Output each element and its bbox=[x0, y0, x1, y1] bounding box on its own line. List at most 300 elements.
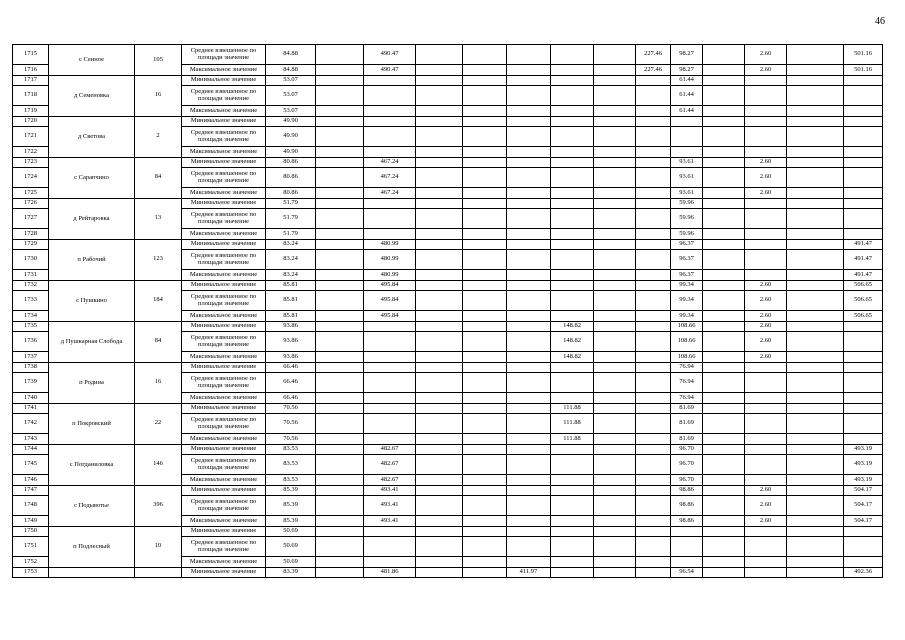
value-cell: 504.17 bbox=[844, 516, 883, 527]
value-cell bbox=[745, 373, 787, 393]
value-cell bbox=[463, 362, 507, 373]
value-cell bbox=[636, 106, 671, 117]
value-cell: 61.44 bbox=[671, 75, 703, 86]
value-cell bbox=[463, 475, 507, 486]
value-cell: 83.24 bbox=[266, 250, 316, 270]
value-cell: 96.70 bbox=[671, 444, 703, 455]
value-cell bbox=[703, 403, 745, 414]
value-cell bbox=[364, 86, 416, 106]
value-cell bbox=[463, 414, 507, 434]
value-cell bbox=[416, 434, 463, 445]
value-cell bbox=[416, 373, 463, 393]
value-cell bbox=[416, 65, 463, 76]
settlement-name: д Пушкарная Слобода bbox=[49, 321, 135, 362]
table-row bbox=[13, 45, 883, 65]
value-cell bbox=[316, 332, 364, 352]
settlement-count: 84 bbox=[135, 321, 182, 362]
value-cell bbox=[507, 157, 551, 168]
value-cell bbox=[636, 567, 671, 578]
value-kind: Среднее взвешенное по площади значение bbox=[182, 537, 266, 557]
value-cell bbox=[844, 229, 883, 240]
value-cell bbox=[507, 352, 551, 363]
value-cell bbox=[507, 45, 551, 65]
value-kind: Минимальное значение bbox=[182, 198, 266, 209]
value-cell: 96.70 bbox=[671, 475, 703, 486]
row-number: 1720 bbox=[13, 116, 49, 127]
value-cell bbox=[745, 270, 787, 281]
value-cell: 98.86 bbox=[671, 485, 703, 496]
value-cell bbox=[316, 414, 364, 434]
value-cell: 2.60 bbox=[745, 311, 787, 322]
value-cell: 70.56 bbox=[266, 403, 316, 414]
value-cell bbox=[316, 229, 364, 240]
value-cell: 81.69 bbox=[671, 434, 703, 445]
row-number: 1727 bbox=[13, 209, 49, 229]
value-cell bbox=[416, 516, 463, 527]
row-number: 1715 bbox=[13, 45, 49, 65]
value-cell bbox=[507, 403, 551, 414]
value-cell bbox=[507, 270, 551, 281]
value-cell bbox=[844, 362, 883, 373]
value-cell bbox=[463, 239, 507, 250]
value-cell bbox=[787, 567, 844, 578]
value-cell bbox=[844, 393, 883, 404]
value-cell bbox=[551, 168, 594, 188]
value-cell: 227.46 bbox=[636, 45, 671, 65]
value-cell bbox=[316, 393, 364, 404]
value-cell bbox=[787, 116, 844, 127]
value-cell bbox=[416, 106, 463, 117]
value-cell bbox=[594, 198, 636, 209]
value-cell bbox=[463, 455, 507, 475]
value-kind: Минимальное значение bbox=[182, 157, 266, 168]
settlement-name: с Подывотье bbox=[49, 485, 135, 526]
value-cell bbox=[507, 455, 551, 475]
value-cell: 85.81 bbox=[266, 280, 316, 291]
value-cell: 85.39 bbox=[266, 485, 316, 496]
settlement-name: п Рабочий bbox=[49, 239, 135, 280]
value-cell: 70.56 bbox=[266, 434, 316, 445]
value-cell bbox=[844, 352, 883, 363]
row-number: 1749 bbox=[13, 516, 49, 527]
value-cell bbox=[636, 311, 671, 322]
value-cell bbox=[316, 280, 364, 291]
value-cell: 83.53 bbox=[266, 455, 316, 475]
value-cell bbox=[787, 444, 844, 455]
value-cell bbox=[844, 373, 883, 393]
value-cell bbox=[787, 168, 844, 188]
value-cell bbox=[316, 444, 364, 455]
value-cell bbox=[594, 403, 636, 414]
value-cell bbox=[594, 537, 636, 557]
value-cell bbox=[594, 362, 636, 373]
value-cell: 2.60 bbox=[745, 485, 787, 496]
value-cell: 83.39 bbox=[266, 567, 316, 578]
value-cell bbox=[703, 229, 745, 240]
value-cell bbox=[316, 475, 364, 486]
value-cell bbox=[636, 239, 671, 250]
value-cell bbox=[703, 188, 745, 199]
settlement-count: 184 bbox=[135, 280, 182, 321]
value-cell: 93.61 bbox=[671, 188, 703, 199]
value-cell bbox=[745, 475, 787, 486]
value-cell bbox=[551, 557, 594, 568]
value-cell bbox=[787, 45, 844, 65]
row-number: 1719 bbox=[13, 106, 49, 117]
value-cell bbox=[551, 106, 594, 117]
settlement-name bbox=[49, 567, 135, 578]
value-kind: Минимальное значение bbox=[182, 444, 266, 455]
value-kind: Среднее взвешенное по площади значение bbox=[182, 496, 266, 516]
value-cell bbox=[787, 75, 844, 86]
value-cell: 2.60 bbox=[745, 332, 787, 352]
value-cell bbox=[416, 496, 463, 516]
value-cell: 492.36 bbox=[844, 567, 883, 578]
value-cell bbox=[416, 393, 463, 404]
row-number: 1743 bbox=[13, 434, 49, 445]
value-cell: 96.37 bbox=[671, 270, 703, 281]
value-cell: 493.19 bbox=[844, 444, 883, 455]
value-cell bbox=[636, 209, 671, 229]
value-kind: Максимальное значение bbox=[182, 516, 266, 527]
value-cell: 83.24 bbox=[266, 270, 316, 281]
value-cell bbox=[507, 168, 551, 188]
value-cell bbox=[636, 475, 671, 486]
value-cell: 93.86 bbox=[266, 332, 316, 352]
value-cell bbox=[844, 321, 883, 332]
value-cell bbox=[594, 209, 636, 229]
value-cell bbox=[416, 475, 463, 486]
value-cell: 76.94 bbox=[671, 373, 703, 393]
value-cell bbox=[745, 198, 787, 209]
value-kind: Максимальное значение bbox=[182, 475, 266, 486]
value-cell bbox=[636, 127, 671, 147]
value-cell bbox=[745, 393, 787, 404]
value-kind: Минимальное значение bbox=[182, 567, 266, 578]
value-cell bbox=[594, 86, 636, 106]
value-cell bbox=[463, 373, 507, 393]
value-kind: Среднее взвешенное по площади значение bbox=[182, 414, 266, 434]
value-cell: 81.69 bbox=[671, 414, 703, 434]
value-cell bbox=[703, 455, 745, 475]
value-cell bbox=[316, 373, 364, 393]
value-cell bbox=[594, 485, 636, 496]
value-cell bbox=[671, 147, 703, 158]
value-cell: 53.07 bbox=[266, 86, 316, 106]
value-cell: 148.82 bbox=[551, 321, 594, 332]
value-cell bbox=[551, 475, 594, 486]
settlement-name: п Родина bbox=[49, 362, 135, 403]
value-cell: 495.84 bbox=[364, 311, 416, 322]
value-cell bbox=[316, 250, 364, 270]
value-cell bbox=[463, 209, 507, 229]
settlement-name: п Подлесный bbox=[49, 526, 135, 567]
value-cell bbox=[507, 373, 551, 393]
value-cell: 2.60 bbox=[745, 65, 787, 76]
value-cell: 99.34 bbox=[671, 311, 703, 322]
value-cell bbox=[551, 157, 594, 168]
value-cell bbox=[636, 403, 671, 414]
value-cell bbox=[316, 537, 364, 557]
value-cell: 111.88 bbox=[551, 414, 594, 434]
value-cell: 2.60 bbox=[745, 45, 787, 65]
value-kind: Максимальное значение bbox=[182, 270, 266, 281]
value-cell bbox=[703, 86, 745, 106]
value-cell bbox=[787, 291, 844, 311]
value-cell: 108.66 bbox=[671, 352, 703, 363]
value-cell bbox=[507, 526, 551, 537]
value-cell bbox=[463, 157, 507, 168]
settlement-count: 2 bbox=[135, 116, 182, 157]
value-cell bbox=[636, 434, 671, 445]
value-cell: 50.69 bbox=[266, 557, 316, 568]
value-cell bbox=[594, 116, 636, 127]
value-cell bbox=[551, 229, 594, 240]
row-number: 1742 bbox=[13, 414, 49, 434]
value-kind: Среднее взвешенное по площади значение bbox=[182, 168, 266, 188]
value-cell: 504.17 bbox=[844, 485, 883, 496]
value-cell bbox=[594, 65, 636, 76]
value-cell bbox=[703, 321, 745, 332]
value-cell bbox=[416, 332, 463, 352]
value-cell bbox=[463, 537, 507, 557]
value-cell bbox=[551, 86, 594, 106]
value-cell bbox=[594, 127, 636, 147]
value-cell bbox=[364, 116, 416, 127]
value-cell bbox=[745, 106, 787, 117]
value-cell bbox=[316, 321, 364, 332]
value-cell: 2.60 bbox=[745, 321, 787, 332]
value-cell bbox=[787, 352, 844, 363]
value-kind: Максимальное значение bbox=[182, 188, 266, 199]
value-cell: 98.27 bbox=[671, 45, 703, 65]
value-cell bbox=[594, 455, 636, 475]
value-cell bbox=[416, 444, 463, 455]
value-cell bbox=[636, 86, 671, 106]
value-cell: 85.39 bbox=[266, 496, 316, 516]
value-cell bbox=[551, 250, 594, 270]
value-cell bbox=[787, 455, 844, 475]
value-cell bbox=[463, 198, 507, 209]
value-cell: 467.24 bbox=[364, 188, 416, 199]
value-cell bbox=[463, 567, 507, 578]
value-cell bbox=[594, 557, 636, 568]
value-cell bbox=[507, 229, 551, 240]
value-cell bbox=[416, 86, 463, 106]
value-cell bbox=[551, 65, 594, 76]
value-cell bbox=[787, 332, 844, 352]
value-cell bbox=[787, 65, 844, 76]
value-cell bbox=[745, 250, 787, 270]
value-cell: 49.90 bbox=[266, 127, 316, 147]
value-cell bbox=[463, 116, 507, 127]
value-cell bbox=[594, 444, 636, 455]
value-cell: 482.67 bbox=[364, 444, 416, 455]
value-cell bbox=[745, 209, 787, 229]
value-cell bbox=[551, 373, 594, 393]
value-kind: Максимальное значение bbox=[182, 352, 266, 363]
value-cell bbox=[594, 373, 636, 393]
value-cell bbox=[416, 291, 463, 311]
value-cell bbox=[703, 485, 745, 496]
value-cell bbox=[787, 239, 844, 250]
value-cell: 96.37 bbox=[671, 239, 703, 250]
value-cell bbox=[787, 434, 844, 445]
value-cell bbox=[703, 444, 745, 455]
value-cell bbox=[594, 393, 636, 404]
value-cell bbox=[787, 537, 844, 557]
value-cell bbox=[787, 516, 844, 527]
value-cell: 491.47 bbox=[844, 270, 883, 281]
value-cell bbox=[416, 485, 463, 496]
value-cell bbox=[416, 157, 463, 168]
value-cell bbox=[745, 127, 787, 147]
value-cell bbox=[844, 526, 883, 537]
value-cell bbox=[364, 526, 416, 537]
value-cell bbox=[416, 557, 463, 568]
row-number: 1740 bbox=[13, 393, 49, 404]
value-cell: 148.82 bbox=[551, 332, 594, 352]
value-cell bbox=[671, 526, 703, 537]
value-cell bbox=[671, 557, 703, 568]
value-cell bbox=[636, 455, 671, 475]
value-cell bbox=[507, 485, 551, 496]
value-cell bbox=[316, 496, 364, 516]
value-cell: 2.60 bbox=[745, 496, 787, 516]
value-cell bbox=[507, 198, 551, 209]
value-cell: 59.96 bbox=[671, 229, 703, 240]
value-cell bbox=[594, 157, 636, 168]
row-number: 1716 bbox=[13, 65, 49, 76]
value-kind: Максимальное значение bbox=[182, 311, 266, 322]
value-cell bbox=[416, 537, 463, 557]
settlement-name: с Сеиное bbox=[49, 45, 135, 76]
value-cell bbox=[787, 485, 844, 496]
value-cell bbox=[551, 270, 594, 281]
table-body bbox=[13, 45, 883, 578]
value-cell bbox=[636, 496, 671, 516]
value-cell: 490.47 bbox=[364, 45, 416, 65]
value-cell: 482.67 bbox=[364, 475, 416, 486]
value-cell bbox=[703, 393, 745, 404]
value-cell bbox=[316, 403, 364, 414]
value-cell: 96.70 bbox=[671, 455, 703, 475]
value-cell bbox=[364, 127, 416, 147]
value-cell bbox=[507, 116, 551, 127]
value-cell bbox=[316, 270, 364, 281]
value-cell bbox=[551, 496, 594, 516]
value-kind: Среднее взвешенное по площади значение bbox=[182, 86, 266, 106]
value-cell bbox=[594, 280, 636, 291]
value-cell bbox=[416, 362, 463, 373]
value-cell bbox=[594, 270, 636, 281]
value-cell bbox=[745, 403, 787, 414]
value-cell bbox=[636, 198, 671, 209]
value-cell bbox=[703, 352, 745, 363]
value-cell: 93.86 bbox=[266, 352, 316, 363]
value-cell: 108.66 bbox=[671, 332, 703, 352]
value-cell bbox=[844, 116, 883, 127]
value-cell bbox=[316, 455, 364, 475]
settlement-name: д Семеновка bbox=[49, 75, 135, 116]
value-cell bbox=[416, 127, 463, 147]
value-kind: Минимальное значение bbox=[182, 362, 266, 373]
value-cell bbox=[636, 157, 671, 168]
value-cell bbox=[671, 537, 703, 557]
row-number: 1733 bbox=[13, 291, 49, 311]
value-cell: 83.53 bbox=[266, 444, 316, 455]
value-cell bbox=[636, 270, 671, 281]
value-cell bbox=[594, 168, 636, 188]
value-cell bbox=[703, 434, 745, 445]
value-cell bbox=[316, 65, 364, 76]
value-cell bbox=[416, 188, 463, 199]
value-cell bbox=[551, 280, 594, 291]
value-cell bbox=[316, 198, 364, 209]
value-cell bbox=[745, 444, 787, 455]
settlement-count: 105 bbox=[135, 45, 182, 76]
value-cell bbox=[636, 362, 671, 373]
value-cell bbox=[787, 147, 844, 158]
value-cell: 111.88 bbox=[551, 403, 594, 414]
value-cell bbox=[416, 229, 463, 240]
settlement-count: 13 bbox=[135, 198, 182, 239]
value-cell bbox=[507, 434, 551, 445]
value-kind: Максимальное значение bbox=[182, 393, 266, 404]
value-cell bbox=[551, 45, 594, 65]
value-cell bbox=[551, 362, 594, 373]
value-cell: 506.65 bbox=[844, 291, 883, 311]
value-cell bbox=[551, 291, 594, 311]
value-cell: 481.86 bbox=[364, 567, 416, 578]
value-cell bbox=[703, 147, 745, 158]
value-cell bbox=[787, 311, 844, 322]
value-cell bbox=[787, 414, 844, 434]
row-number: 1730 bbox=[13, 250, 49, 270]
value-cell: 53.07 bbox=[266, 106, 316, 117]
value-cell: 66.46 bbox=[266, 373, 316, 393]
value-cell bbox=[636, 75, 671, 86]
value-cell bbox=[364, 198, 416, 209]
value-cell: 501.16 bbox=[844, 65, 883, 76]
value-cell bbox=[703, 168, 745, 188]
settlement-name: д Светова bbox=[49, 116, 135, 157]
settlement-count: 22 bbox=[135, 403, 182, 444]
value-cell bbox=[787, 557, 844, 568]
settlement-count: 16 bbox=[135, 75, 182, 116]
value-kind: Среднее взвешенное по площади значение bbox=[182, 250, 266, 270]
value-kind: Среднее взвешенное по площади значение bbox=[182, 455, 266, 475]
settlement-count: 84 bbox=[135, 157, 182, 198]
value-cell: 81.69 bbox=[671, 403, 703, 414]
settlement-count bbox=[135, 567, 182, 578]
value-cell bbox=[844, 434, 883, 445]
value-cell bbox=[594, 567, 636, 578]
value-cell: 480.99 bbox=[364, 239, 416, 250]
row-number: 1745 bbox=[13, 455, 49, 475]
value-cell bbox=[703, 516, 745, 527]
value-cell: 98.27 bbox=[671, 65, 703, 76]
value-cell bbox=[844, 332, 883, 352]
row-number: 1731 bbox=[13, 270, 49, 281]
value-cell bbox=[787, 86, 844, 106]
value-cell: 2.60 bbox=[745, 280, 787, 291]
value-cell bbox=[507, 393, 551, 404]
value-cell bbox=[636, 229, 671, 240]
value-cell bbox=[551, 485, 594, 496]
value-cell bbox=[316, 86, 364, 106]
value-cell: 76.94 bbox=[671, 393, 703, 404]
